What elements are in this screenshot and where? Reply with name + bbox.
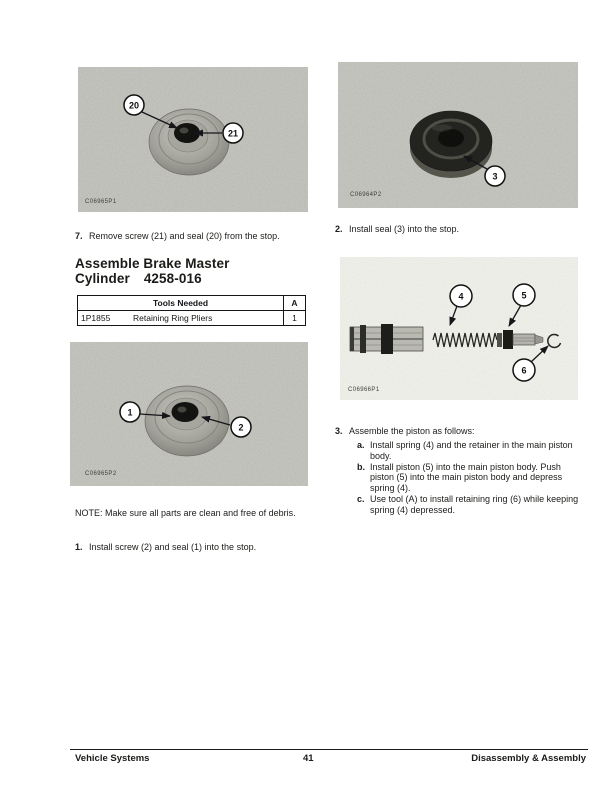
callout-21-number: 21 xyxy=(227,128,239,139)
step-3-text: Assemble the piston as follows: xyxy=(349,426,475,436)
section-heading-line1: Assemble Brake Master xyxy=(75,256,230,271)
step-7-number: 7. xyxy=(75,231,83,241)
figure-piston-assembly-diagram xyxy=(340,257,578,400)
tool-qty: 1 xyxy=(284,311,306,326)
callout-20-number: 20 xyxy=(128,100,140,111)
page-number: 41 xyxy=(303,753,314,764)
callout-5-number: 5 xyxy=(521,290,527,301)
step-2-text: Install seal (3) into the stop. xyxy=(349,224,460,234)
step-2 xyxy=(335,224,581,235)
page-footer xyxy=(70,749,588,770)
tools-table-row xyxy=(78,311,306,326)
substep-c-letter: c. xyxy=(357,493,365,504)
figure-code: C06965P1 xyxy=(85,199,117,205)
tool-number: 1P1855 xyxy=(78,311,131,326)
step-1-number: 1. xyxy=(75,542,83,552)
section-heading-line2 xyxy=(75,271,229,286)
figure-code: C06964P2 xyxy=(350,192,382,198)
substep-a-text: Install spring (4) and the retainer in the main piston body. xyxy=(370,440,573,461)
seal-illustration xyxy=(410,111,492,178)
step-3 xyxy=(335,426,583,437)
callout-4-number: 4 xyxy=(458,291,464,302)
callout-5-badge xyxy=(513,284,535,306)
callout-6-number: 6 xyxy=(521,365,527,376)
step-2-number: 2. xyxy=(335,224,343,234)
section-heading-title-word: Cylinder xyxy=(75,271,130,286)
note-paragraph xyxy=(75,508,313,519)
step-7 xyxy=(75,231,317,242)
figure-stop-screw-seal-photo xyxy=(78,67,308,212)
substep-a xyxy=(357,440,581,462)
callout-2-badge xyxy=(231,417,251,437)
tools-table-header-row xyxy=(78,296,306,311)
note-text: Make sure all parts are clean and free of debris. xyxy=(105,508,296,518)
figure-code: C06966P1 xyxy=(348,387,380,393)
tools-needed-table xyxy=(77,295,306,326)
substep-b-letter: b. xyxy=(357,461,365,472)
callout-3-badge xyxy=(485,166,505,186)
step-7-text: Remove screw (21) and seal (20) from the stop. xyxy=(89,231,280,241)
callout-3-number: 3 xyxy=(492,171,498,182)
callout-6-badge xyxy=(513,359,535,381)
figure-seal-photo xyxy=(338,62,578,208)
tool-name: Retaining Ring Pliers xyxy=(130,311,284,326)
callout-4-badge xyxy=(450,285,472,307)
callout-1-badge xyxy=(120,402,140,422)
section-form-number: 4258-016 xyxy=(143,271,202,286)
footer-chapter-title: Disassembly & Assembly xyxy=(471,753,586,764)
substep-a-letter: a. xyxy=(357,440,365,450)
substep-b-text: Install piston (5) into the main piston body. Push piston (5) into the main piston body and depress spring (4). xyxy=(370,461,563,494)
tools-table-col-a-header: A xyxy=(284,296,306,311)
note-label: NOTE: xyxy=(75,508,103,518)
substep-b xyxy=(357,462,581,494)
substep-c xyxy=(357,494,581,516)
stop-part-illustration xyxy=(149,109,229,175)
section-heading xyxy=(75,256,229,286)
callout-21-badge xyxy=(223,123,243,143)
step-1-text: Install screw (2) and seal (1) into the stop. xyxy=(89,542,257,552)
footer-section-title: Vehicle Systems xyxy=(75,753,150,764)
callout-1-number: 1 xyxy=(127,407,133,418)
step-3-substeps xyxy=(357,440,581,516)
substep-c-text: Use tool (A) to install retaining ring (6) while keeping spring (4) depressed. xyxy=(370,493,579,515)
step-3-number: 3. xyxy=(335,426,343,436)
figure-code: C06965P2 xyxy=(85,471,117,477)
tools-table-header: Tools Needed xyxy=(78,296,284,311)
callout-20-badge xyxy=(124,95,144,115)
step-1 xyxy=(75,542,317,553)
figure-stop-assembly-photo xyxy=(70,342,308,486)
piston-body-illustration xyxy=(350,324,423,354)
callout-2-number: 2 xyxy=(238,422,244,433)
spring-retainer xyxy=(497,333,502,347)
